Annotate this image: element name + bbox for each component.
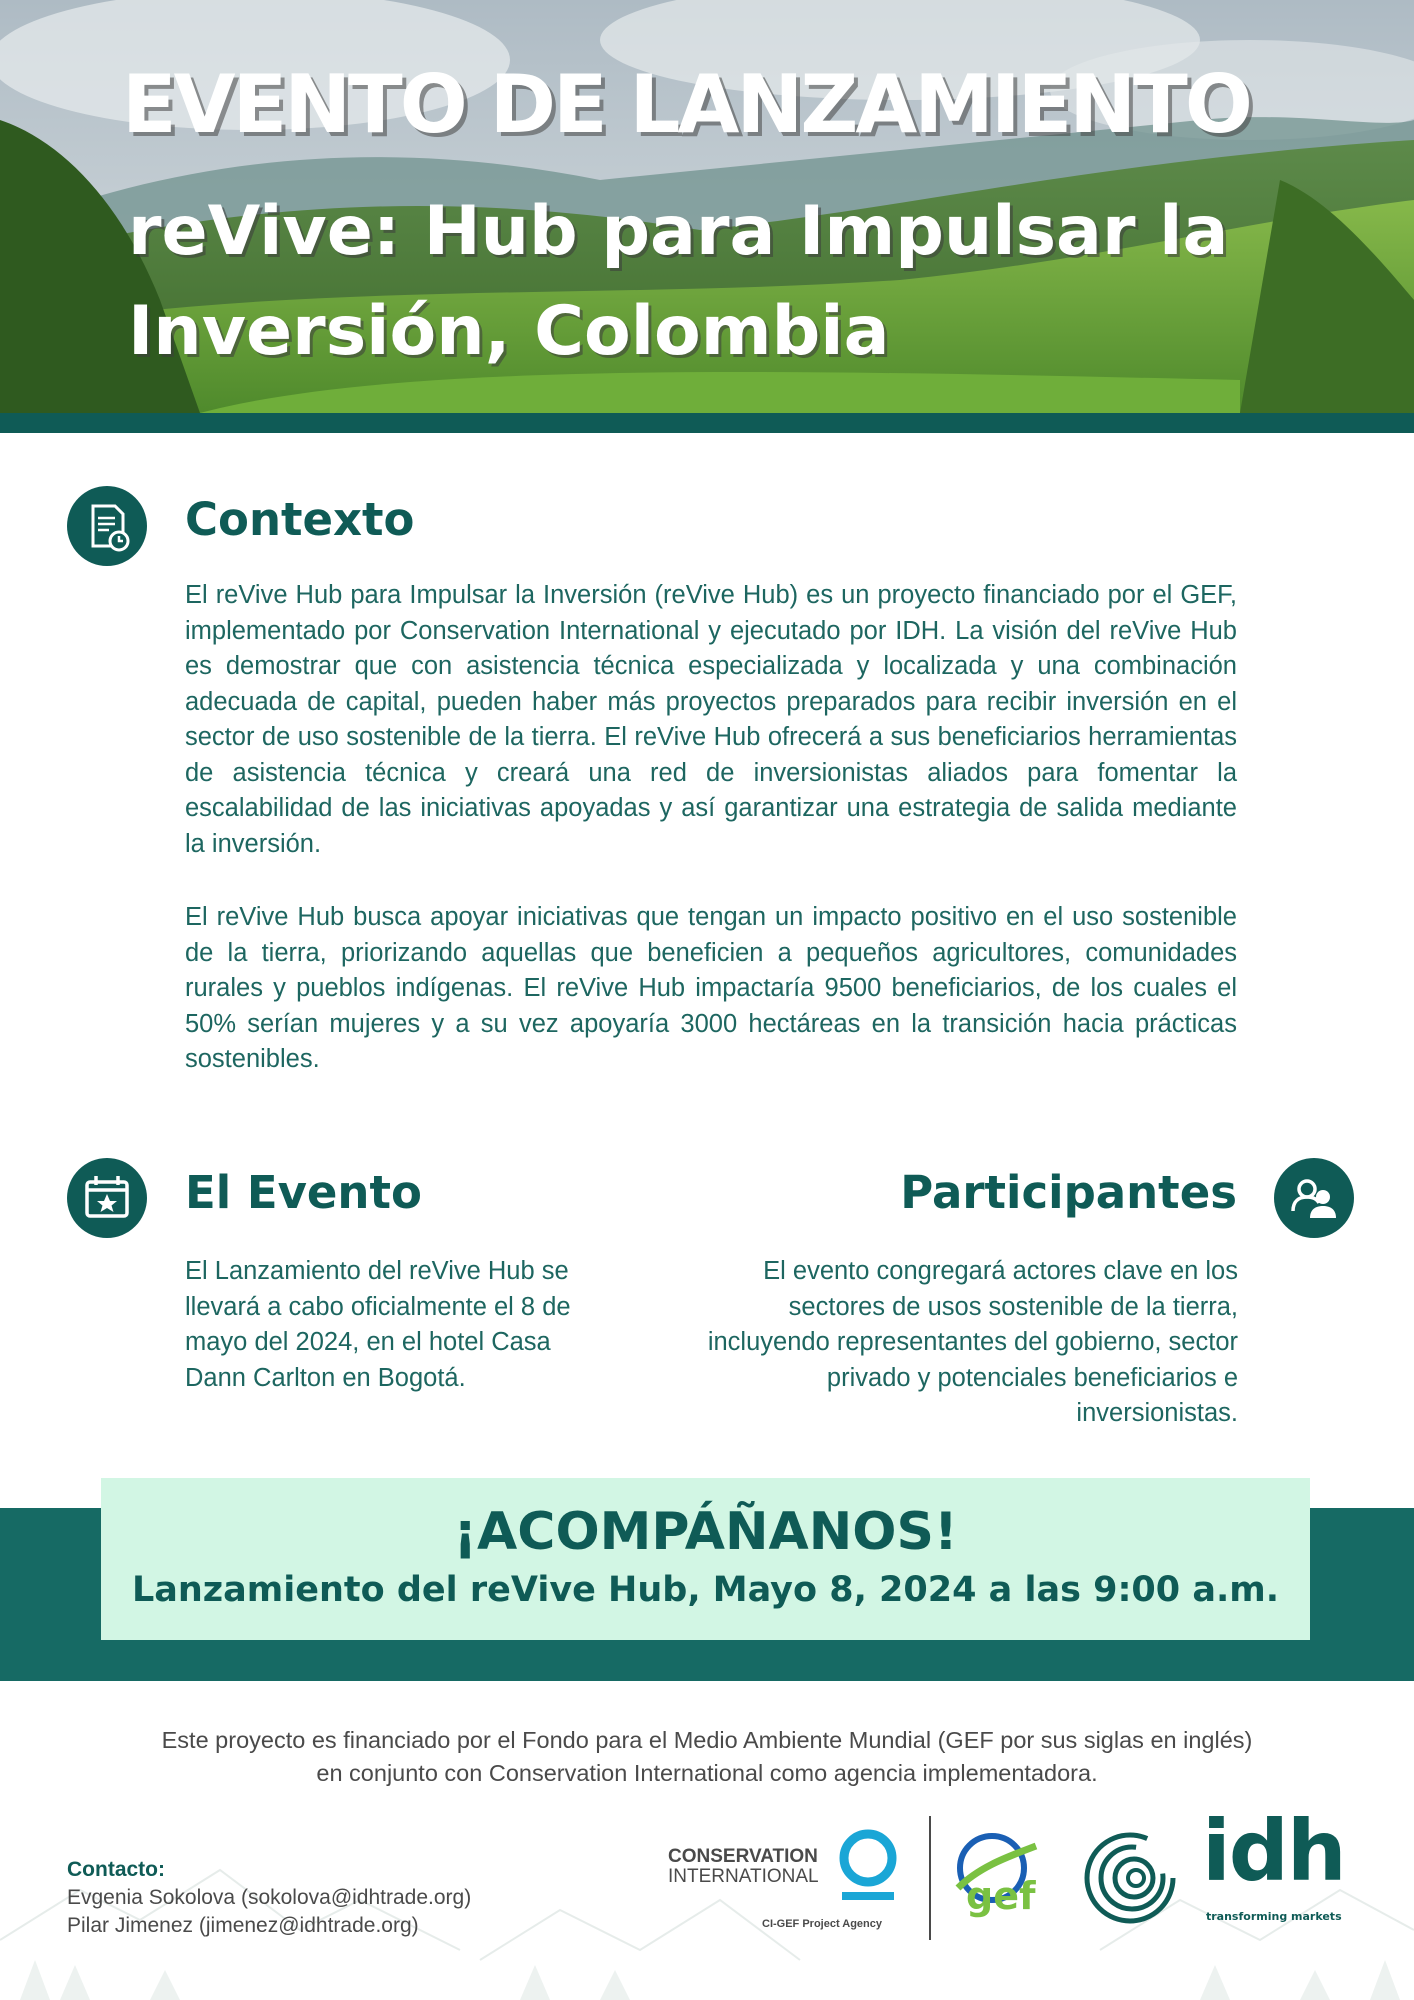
event-type-title: EVENTO DE LANZAMIENTO: [122, 58, 1250, 151]
gef-logo: [950, 1826, 1040, 1936]
header-landscape-image: [0, 0, 1414, 413]
logo-divider: [929, 1816, 931, 1940]
cta-box: [101, 1478, 1310, 1640]
conservation-international-logo: [668, 1826, 908, 1936]
document-clock-icon: [67, 486, 147, 566]
cta-title: ¡ACOMPÁÑANOS!: [453, 1502, 958, 1562]
contact-person-1: Evgenia Sokolova (sokolova@idhtrade.org): [67, 1886, 472, 1909]
participantes-heading: Participantes: [900, 1166, 1237, 1219]
funding-line-2: en conjunto con Conservation International como agencia implementadora.: [316, 1760, 1098, 1786]
contact-block: [67, 1856, 471, 1940]
gef-logo-text: gef: [966, 1874, 1036, 1918]
ci-logo-line-1: CONSERVATION: [668, 1846, 818, 1867]
ci-logo-line-2: INTERNATIONAL: [668, 1866, 819, 1887]
contexto-paragraph-2: El reVive Hub busca apoyar iniciativas que tengan un impacto positivo en el uso sostenible de la tierra, priorizando aquellas que beneficien a pequeños agricultores, comunidades rurales y pueblos indígenas. El reVive Hub impactaría 9500 beneficiarios, de los cuales el 50% serían mujeres y a su vez apoyaría 3000 hectáreas en la transición hacia prácticas sostenibles.: [185, 903, 1237, 1073]
calendar-star-icon: [67, 1158, 147, 1238]
contexto-paragraph-1: El reVive Hub para Impulsar la Inversión (reVive Hub) es un proyecto financiado por el GEF, implementado por Conservation International y ejecutado por IDH. La visión del reVive Hub es demostrar que con asistencia técnica especializada y localizada y una combinación adecuada de capital, pueden haber más proyectos preparados para recibir inversión en el sector de uso sostenible de la tierra. El reVive Hub ofrecerá a sus beneficiarios herramientas de asistencia técnica y creará una red de inversionistas aliados para fomentar la escalabilidad de las iniciativas apoyadas y así garantizar una estrategia de salida mediante la inversión.: [185, 581, 1237, 858]
idh-logo: [1082, 1802, 1345, 1936]
funding-line-1: Este proyecto es financiado por el Fondo para el Medio Ambiente Mundial (GEF por sus siglas en inglés): [161, 1727, 1253, 1753]
idh-logo-text: idh: [1202, 1802, 1345, 1900]
contexto-heading: Contexto: [185, 493, 415, 546]
cta-subtitle: Lanzamiento del reVive Hub, Mayo 8, 2024 a las 9:00 a.m.: [131, 1570, 1280, 1610]
event-name-title: reVive: Hub para Impulsar la Inversión, Colombia: [128, 192, 1229, 371]
participantes-text: El evento congregará actores clave en los sectores de usos sostenible de la tierra, incluyendo representantes del gobierno, sector privado y potenciales beneficiarios e inversionistas.: [707, 1257, 1238, 1427]
contact-person-2: Pilar Jimenez (jimenez@idhtrade.org): [67, 1914, 419, 1937]
contact-label: Contacto:: [67, 1858, 165, 1881]
header-divider-band: [0, 413, 1414, 433]
evento-heading: El Evento: [185, 1166, 422, 1219]
evento-text: El Lanzamiento del reVive Hub se llevará a cabo oficialmente el 8 de mayo del 2024, en el hotel Casa Dann Carlton en Bogotá.: [185, 1257, 571, 1392]
idh-logo-tagline: transforming markets: [1206, 1910, 1342, 1923]
ci-project-agency-tag: CI-GEF Project Agency: [762, 1918, 883, 1930]
funding-statement: [60, 1724, 1354, 1790]
people-icon: [1274, 1158, 1354, 1238]
